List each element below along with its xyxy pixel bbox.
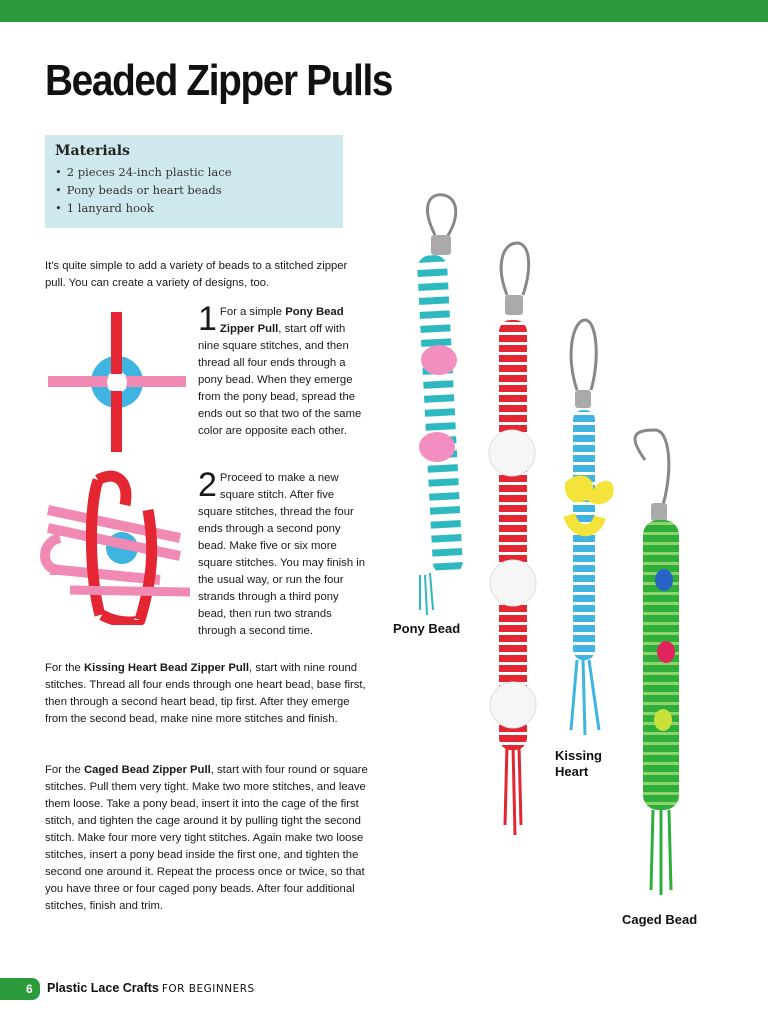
caged-bead-bold: Caged Bead Zipper Pull xyxy=(83,764,211,776)
caged-bead-paragraph: For the Caged Bead Zipper Pull, start with four round or square stitches. Pull them very tight. Make two more stitches, and leave them loose. Take a pony bead, insert it into the cage of the first stitch, and tighten the cage around it by pulling tight the second stitch. Make four more very tight stitches. Again make two loose stitches, insert a pony bead inside the first one, and tighten the second one around it. Repeat the process once or twice, so that you have three or four caged pony beads. After four additional stitches, finish and trim. xyxy=(45,764,368,912)
materials-box xyxy=(45,135,343,228)
caption-caged-bead: Caged Bead xyxy=(622,912,698,927)
step2-diagram xyxy=(40,470,190,625)
top-accent-bar xyxy=(0,0,768,22)
book-subtitle: FOR BEGINNERS xyxy=(161,983,255,995)
materials-item: • Pony beads or heart beads xyxy=(55,181,333,199)
step1-diagram xyxy=(45,308,190,453)
pony-bead-pull xyxy=(417,195,464,615)
materials-heading: Materials xyxy=(55,143,130,159)
kissing-heart-paragraph: For the Kissing Heart Bead Zipper Pull, start with nine round stitches. Thread all four ends through one heart bead, base first, then through a second heart bead, tip first. After they emerge from the second bead, make nine more stitches and finish. xyxy=(45,662,366,725)
caption-pony-bead: Pony Bead xyxy=(393,621,461,636)
zipper-pulls-photo xyxy=(395,185,730,905)
book-title: Plastic Lace Crafts FOR BEGINNERS xyxy=(47,981,255,995)
materials-list xyxy=(55,163,333,217)
page-title: Beaded Zipper Pulls xyxy=(45,56,393,105)
page-number: 6 xyxy=(0,978,40,1000)
step2-number: 2 xyxy=(198,466,217,504)
caged-bead-pull xyxy=(635,430,679,895)
materials-item: • 1 lanyard hook xyxy=(55,199,333,217)
step1-number: 1 xyxy=(198,300,217,338)
caption-kissing-heart: Kissing Heart xyxy=(555,748,602,779)
baseball-bead-pull xyxy=(489,243,536,835)
kissing-heart-bold: Kissing Heart Bead Zipper Pull xyxy=(83,662,250,674)
materials-item: • 2 pieces 24-inch plastic lace xyxy=(55,163,333,181)
step1-text: 1 For a simple Pony Bead Zipper Pull, start off with nine square stitches, and then thread all four ends through a pony bead. When they emerge from the pony bead, spread the ends out so that two of the same color are opposite each other. xyxy=(198,300,362,437)
page-footer xyxy=(0,978,400,1000)
step1-bold: Pony Bead Zipper Pull xyxy=(219,306,344,335)
intro-paragraph: It's quite simple to add a variety of beads to a stitched zipper pull. You can create a variety of designs, too. xyxy=(45,260,348,289)
step2-text: 2 Proceed to make a new square stitch. After five square stitches, thread the four ends through a second pony bead. Make five or six more square stitches. You may finish in the usual way, or run the four strands through a third pony bead, then run two strands through a second time. xyxy=(198,466,366,637)
kissing-heart-pull xyxy=(565,320,614,735)
